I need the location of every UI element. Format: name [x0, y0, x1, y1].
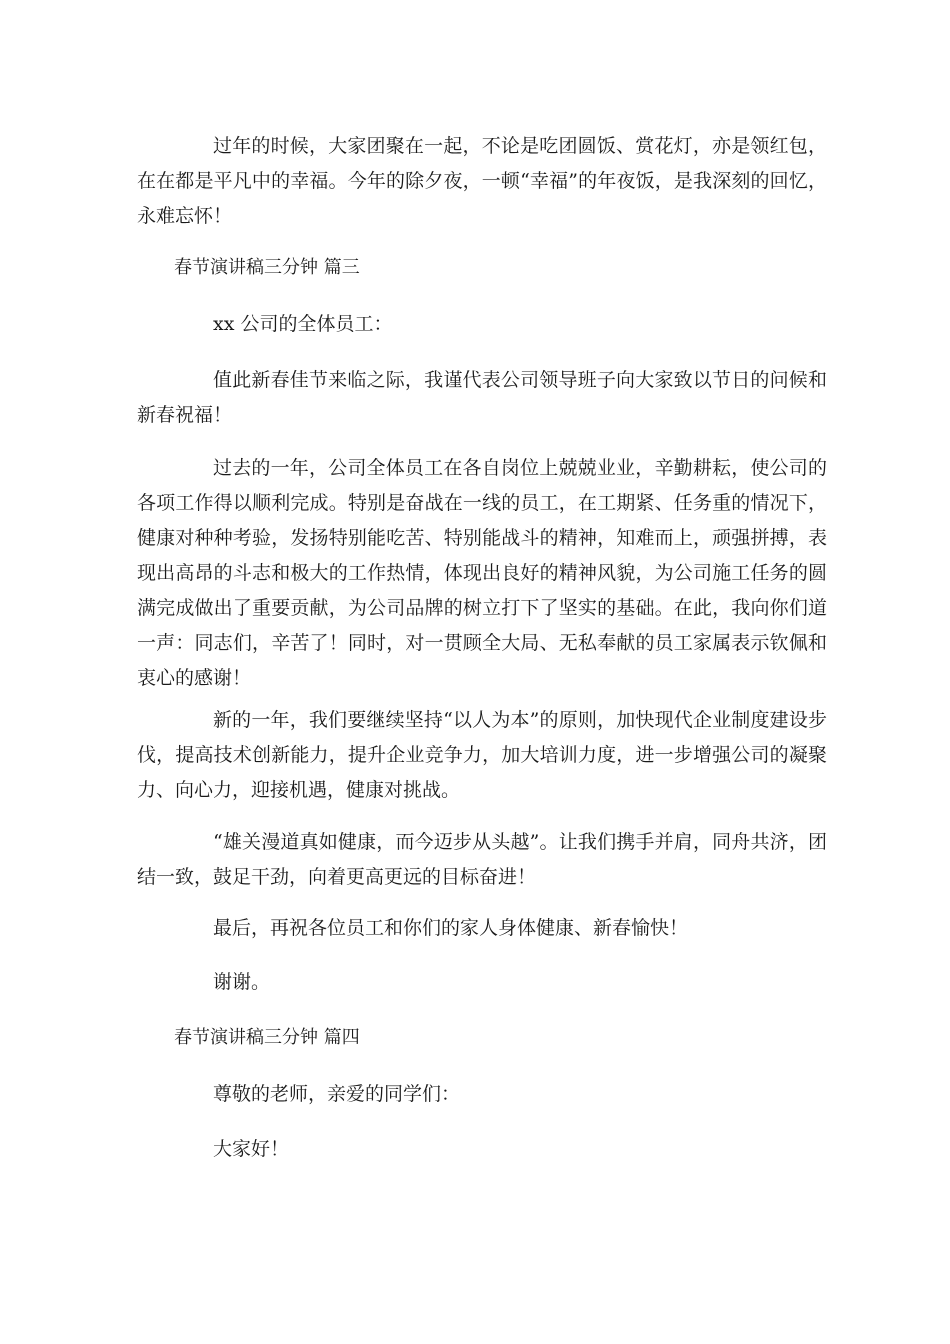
paragraph-festival-greeting: 值此新春佳节来临之际，我谨代表公司领导班子向大家致以节日的问候和新春祝福！ [137, 369, 827, 426]
paragraph-final-wishes: 最后，再祝各位员工和你们的家人身体健康、新春愉快！ [213, 917, 689, 939]
paragraph-new-year-happiness: 过年的时候，大家团聚在一起，不论是吃团圆饭、赏花灯，亦是领红包，在在都是平凡中的幸福。今年的除夕夜，一顿“幸福”的年夜饭，是我深刻的回忆，永难忘怀！ [137, 135, 827, 227]
paragraph-motto: “雄关漫道真如健康，而今迈步从头越”。让我们携手并肩，同舟共济，团结一致，鼓足干劲，向着更高更远的目标奋进！ [137, 831, 827, 888]
section-heading-part-three: 春节演讲稿三分钟 篇三 [174, 257, 360, 278]
salutation-teachers-students: 尊敬的老师，亲爱的同学们： [213, 1083, 461, 1105]
paragraph-hello: 大家好！ [213, 1138, 290, 1160]
salutation-company-staff: xx 公司的全体员工： [213, 313, 393, 335]
paragraph-past-year-review: 过去的一年，公司全体员工在各自岗位上兢兢业业，辛勤耕耘，使公司的各项工作得以顺利完成。特别是奋战在一线的员工，在工期紧、任务重的情况下，健康对种种考验，发扬特别能吃苦、特别能战斗的精神，知难而上，顽强拼搏，表现出高昂的斗志和极大的工作热情，体现出良好的精神风貌，为公司施工任务的圆满完成做出了重要贡献，为公司品牌的树立打下了坚实的基础。在此，我向你们道一声：同志们，辛苦了！同时，对一贯顾全大局、无私奉献的员工家属表示钦佩和衷心的感谢！ [137, 457, 827, 689]
paragraph-thanks: 谢谢。 [213, 971, 271, 993]
paragraph-new-year-goals: 新的一年，我们要继续坚持“以人为本”的原则，加快现代企业制度建设步伐，提高技术创新能力，提升企业竞争力，加大培训力度，进一步增强公司的凝聚力、向心力，迎接机遇，健康对挑战。 [137, 709, 827, 801]
section-heading-part-four: 春节演讲稿三分钟 篇四 [174, 1027, 360, 1048]
